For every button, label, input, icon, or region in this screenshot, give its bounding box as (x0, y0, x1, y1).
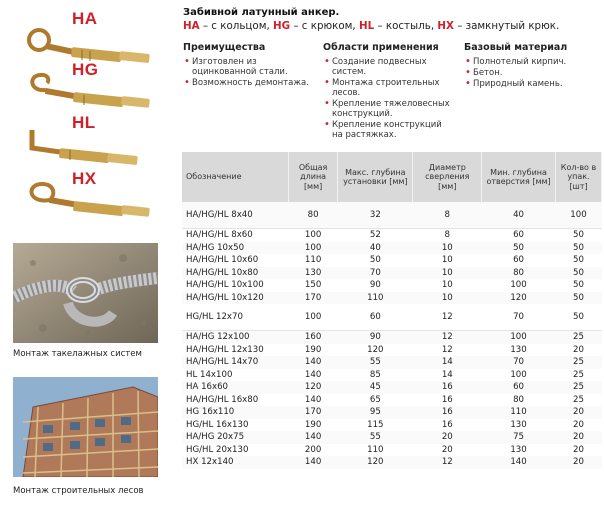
cell-designation: HG 16x110 (182, 406, 289, 419)
table-body (182, 202, 602, 469)
cell-designation: HA/HG/HL 10x120 (182, 292, 289, 305)
table-cell: 160 (289, 331, 338, 344)
table-row (182, 254, 602, 267)
spec-table (182, 152, 602, 469)
table-cell: 200 (304, 444, 322, 455)
table-cell: 25 (573, 369, 584, 380)
table-cell: 100 (304, 312, 322, 322)
list-item: • Создание подвесных систем. (323, 57, 455, 77)
cell-designation: HA/HG 12x100 (182, 331, 289, 344)
variant-desc: – с крюком, (290, 20, 359, 32)
advantages-column (183, 42, 315, 89)
product-title: Забивной латунный анкер. (183, 7, 340, 18)
cell-designation: HA/HG/HL 10x100 (186, 280, 264, 291)
table-cell: 25 (555, 356, 601, 369)
cell-designation: HA/HG/HL 10x60 (186, 255, 259, 266)
table-cell: 60 (369, 312, 381, 322)
anchor-hl-icon (20, 126, 160, 166)
table-cell: 50 (369, 255, 381, 266)
table-row (182, 267, 602, 280)
table-cell: 100 (555, 202, 601, 229)
table-row (182, 331, 602, 344)
cell-designation: HA/HG/HL 8x40 (182, 202, 289, 229)
table-cell: 100 (482, 331, 556, 344)
table-cell: 32 (338, 202, 413, 229)
table-row (182, 419, 602, 432)
table-cell: 110 (304, 255, 322, 266)
cell-designation: HA/HG/HL 16x80 (186, 394, 259, 405)
table-cell: 140 (304, 394, 322, 405)
table-cell: 120 (367, 344, 384, 355)
table-cell: 170 (289, 292, 338, 305)
table-header-row (182, 152, 602, 202)
table-cell: 60 (482, 229, 556, 242)
table-cell: 70 (513, 312, 525, 322)
variant-code: HG (273, 20, 291, 32)
cell-designation: HG/HL 16x130 (186, 419, 249, 430)
table-cell: 100 (510, 280, 527, 291)
table-row (182, 242, 602, 255)
table-cell: 40 (482, 202, 556, 229)
scaffolding-photo (13, 377, 158, 477)
table-row (182, 304, 602, 331)
table-cell: 25 (555, 331, 601, 344)
table-row (182, 456, 602, 469)
table-row (182, 292, 602, 305)
table-cell: 25 (573, 394, 584, 405)
table-cell: 50 (482, 242, 556, 255)
table-cell: 16 (441, 419, 453, 430)
table-row (182, 369, 602, 382)
table-cell: 55 (338, 356, 413, 369)
table-cell: 12 (413, 456, 482, 469)
table-cell: 10 (441, 280, 453, 291)
table-cell: 8 (413, 229, 482, 242)
table-cell: 80 (513, 394, 525, 405)
table-cell: 50 (573, 312, 584, 322)
col-header: Общая длина [мм] (289, 152, 338, 202)
table-cell: 8 (413, 202, 482, 229)
col-header: Макс. глубина установки [мм] (338, 152, 413, 202)
table-cell: 100 (510, 369, 527, 380)
table-row (182, 356, 602, 369)
table-cell: 95 (338, 406, 413, 419)
table-cell: 120 (482, 292, 556, 305)
col-header: Диаметр сверления [мм] (413, 152, 482, 202)
cell-designation: HL 14x100 (186, 369, 233, 380)
table-cell: 16 (441, 394, 453, 405)
list-item: • Бетон. (464, 68, 602, 78)
table-cell: 14 (441, 369, 453, 380)
table-row (182, 406, 602, 419)
variant-desc: – с кольцом, (199, 20, 274, 32)
caption-rigging: Монтаж такелажных систем (13, 349, 142, 359)
table-row (182, 344, 602, 357)
list-item: • Полнотелый кирпич. (464, 57, 602, 67)
table-cell: 110 (367, 444, 384, 455)
table-cell: 20 (573, 344, 584, 355)
table-cell: 16 (413, 406, 482, 419)
cell-designation: HA/HG/HL 8x60 (182, 229, 289, 242)
anchor-hg-icon (20, 70, 160, 110)
table-cell: 50 (573, 255, 584, 266)
table-cell: 120 (289, 381, 338, 394)
table-cell: 20 (573, 444, 584, 455)
table-cell: 60 (513, 255, 525, 266)
cell-designation: HA/HG/HL 14x70 (182, 356, 289, 369)
table-cell: 12 (441, 344, 453, 355)
table-cell: 50 (555, 242, 601, 255)
table-cell: 52 (338, 229, 413, 242)
table-cell: 110 (482, 406, 556, 419)
table-row (182, 431, 602, 444)
table-cell: 130 (510, 344, 527, 355)
product-header (183, 7, 603, 32)
advantages-title: Преимущества (183, 42, 266, 53)
table-cell: 10 (413, 267, 482, 280)
cell-designation: HG/HL 20x130 (186, 444, 249, 455)
cell-designation: HA/HG 20x75 (182, 431, 289, 444)
list-item: • Монтажа строительных лесов. (323, 78, 455, 98)
col-header: Кол-во в упак. [шт] (555, 152, 601, 202)
table-cell: 140 (289, 431, 338, 444)
table-cell: 20 (441, 444, 453, 455)
applications-title: Области применения (323, 42, 439, 53)
table-cell: 20 (573, 419, 584, 430)
table-cell: 140 (289, 356, 338, 369)
table-cell: 20 (555, 431, 601, 444)
table-cell: 20 (555, 456, 601, 469)
table-cell: 190 (304, 344, 322, 355)
table-cell: 110 (338, 292, 413, 305)
table-cell: 130 (510, 419, 527, 430)
table-cell: 50 (555, 267, 601, 280)
table-cell: 80 (289, 202, 338, 229)
list-item: • Крепление тяжеловесных конструкций. (323, 99, 455, 119)
caption-scaffolding: Монтаж строительных лесов (13, 486, 144, 496)
materials-column (464, 42, 602, 90)
table-cell: 10 (413, 292, 482, 305)
product-gallery (0, 0, 165, 521)
applications-column (323, 42, 455, 141)
table-cell: 115 (367, 419, 384, 430)
col-header: Обозначение (182, 152, 289, 202)
table-cell: 16 (413, 381, 482, 394)
table-cell: 20 (413, 431, 482, 444)
table-cell: 20 (555, 406, 601, 419)
table-cell: 40 (338, 242, 413, 255)
variant-code: HA (183, 20, 200, 32)
table-cell: 65 (369, 394, 381, 405)
table-cell: 85 (369, 369, 381, 380)
table-cell: 150 (304, 280, 322, 291)
variant-desc: – костыль, (374, 20, 438, 32)
table-cell: 130 (289, 267, 338, 280)
table-cell: 75 (482, 431, 556, 444)
product-variants (183, 20, 603, 32)
product-code-hg: HG (72, 60, 99, 79)
table-cell: 70 (338, 267, 413, 280)
table-cell: 90 (338, 331, 413, 344)
table-cell: 70 (482, 356, 556, 369)
table-cell: 12 (413, 331, 482, 344)
table-row (182, 394, 602, 407)
table-row (182, 381, 602, 394)
list-item: • Крепление конструкций на растяжках. (323, 120, 455, 140)
table-cell: 50 (555, 292, 601, 305)
product-code-hx: HX (72, 169, 97, 188)
table-row (182, 279, 602, 292)
table-cell: 50 (555, 229, 601, 242)
product-code-hl: HL (72, 113, 96, 132)
table-cell: 140 (289, 456, 338, 469)
cell-designation: HA 16x60 (182, 381, 289, 394)
table-cell: 60 (482, 381, 556, 394)
table-cell: 50 (573, 280, 584, 291)
table-cell: 120 (338, 456, 413, 469)
table-cell: 12 (441, 312, 453, 322)
cell-designation: HX 12x140 (182, 456, 289, 469)
cell-designation: HA/HG/HL 12x130 (186, 344, 264, 355)
variant-code: HX (437, 20, 454, 32)
table-row (182, 444, 602, 457)
table-cell: 10 (441, 255, 453, 266)
table-cell: 190 (304, 419, 322, 430)
list-item: • Возможность демонтажа. (183, 78, 315, 88)
table-cell: 140 (304, 369, 322, 380)
table-cell: 80 (482, 267, 556, 280)
anchor-hx-icon (20, 180, 160, 220)
table-cell: 45 (338, 381, 413, 394)
rigging-photo (13, 243, 158, 343)
product-code-ha: HA (72, 9, 98, 28)
list-item: • Изготовлен из оцинкованной стали. (183, 57, 315, 77)
col-header: Мин. глубина отверстия [мм] (482, 152, 556, 202)
table-cell: 100 (289, 242, 338, 255)
table-cell: 14 (413, 356, 482, 369)
variant-code: HL (358, 20, 375, 32)
cell-designation: HA/HG/HL 10x80 (182, 267, 289, 280)
table-row (182, 202, 602, 229)
table-cell: 100 (289, 229, 338, 242)
table-cell: 10 (413, 242, 482, 255)
list-item: • Природный камень. (464, 79, 602, 89)
table-cell: 25 (555, 381, 601, 394)
cell-designation: HG/HL 12x70 (186, 312, 243, 322)
cell-designation: HA/HG 10x50 (182, 242, 289, 255)
materials-title: Базовый материал (464, 42, 568, 53)
table-cell: 90 (369, 280, 381, 291)
table-row (182, 229, 602, 242)
variant-desc: – замкнутый крюк. (453, 20, 560, 32)
table-cell: 170 (289, 406, 338, 419)
table-cell: 55 (338, 431, 413, 444)
table-cell: 130 (510, 444, 527, 455)
table-cell: 140 (482, 456, 556, 469)
